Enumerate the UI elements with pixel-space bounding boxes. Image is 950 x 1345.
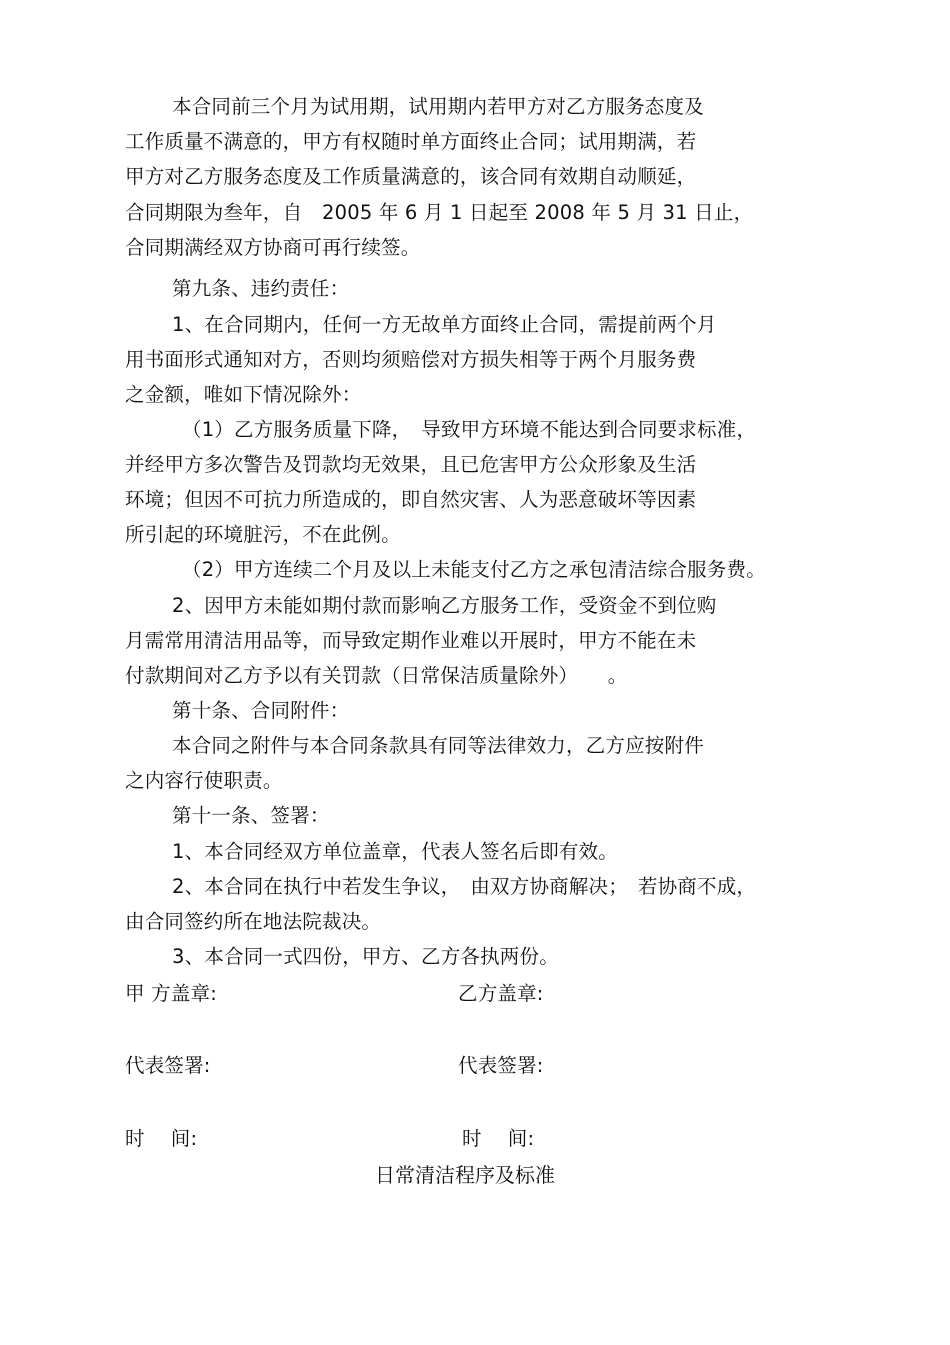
article-9-clause-1-line-1: 1、在合同期内，任何一方无故单方面终止合同，需提前两个月	[172, 313, 717, 336]
article-9-sub-1-line-2: 并经甲方多次警告及罚款均无效果，且已危害甲方公众形象及生活	[125, 453, 697, 476]
article-9-clause-1-line-3: 之金额，唯如下情况除外：	[125, 383, 362, 406]
party-a-seal-label: 甲 方盖章:	[125, 982, 217, 1005]
article-11-heading: 第十一条、签署：	[172, 804, 330, 827]
article-11-clause-2-line-2: 由合同签约所在地法院裁决。	[125, 910, 382, 933]
article-9-clause-1-line-2: 用书面形式通知对方，否则均须赔偿对方损失相等于两个月服务费	[125, 348, 697, 371]
trial-period-line-4: 合同期限为叁年，自 2005 年 6 月 1 日起至 2008 年 5 月 31 日止，	[125, 201, 754, 224]
trial-period-line-5: 合同期满经双方协商可再行续签。	[125, 236, 421, 259]
article-10-line-2: 之内容行使职责。	[125, 769, 283, 792]
article-11-clause-1: 1、本合同经双方单位盖章，代表人签名后即有效。	[172, 840, 619, 863]
article-9-clause-2-line-2: 月需常用清洁用品等，而导致定期作业难以开展时，甲方不能在未	[125, 629, 697, 652]
article-11-clause-3: 3、本合同一式四份，甲方、乙方各执两份。	[172, 945, 559, 968]
party-b-time-label: 时 间:	[462, 1127, 535, 1150]
next-section-title: 日常清洁程序及标准	[375, 1163, 555, 1187]
party-b-seal-label: 乙方盖章:	[458, 982, 544, 1005]
trial-period-line-3: 甲方对乙方服务态度及工作质量满意的，该合同有效期自动顺延，	[125, 165, 697, 188]
trial-period-line-2: 工作质量不满意的，甲方有权随时单方面终止合同；试用期满，若	[125, 130, 697, 153]
article-9-sub-1-line-3: 环境；但因不可抗力所造成的，即自然灾害、人为恶意破坏等因素	[125, 488, 697, 511]
party-a-rep-label: 代表签署:	[125, 1054, 211, 1077]
article-9-heading: 第九条、违约责任：	[172, 277, 350, 300]
article-9-sub-1-line-1: （1）乙方服务质量下降， 导致甲方环境不能达到合同要求标准，	[182, 418, 757, 441]
article-10-line-1: 本合同之附件与本合同条款具有同等法律效力，乙方应按附件	[172, 734, 704, 757]
article-9-sub-2: （2）甲方连续二个月及以上未能支付乙方之承包清洁综合服务费。	[182, 558, 766, 581]
article-9-clause-2-line-1: 2、因甲方未能如期付款而影响乙方服务工作，受资金不到位购	[172, 594, 717, 617]
article-11-clause-2-line-1: 2、本合同在执行中若发生争议， 由双方协商解决； 若协商不成，	[172, 875, 757, 898]
party-a-time-label: 时 间:	[125, 1127, 198, 1150]
article-9-clause-2-line-3: 付款期间对乙方予以有关罚款（日常保洁质量除外） 。	[125, 664, 628, 687]
party-b-rep-label: 代表签署:	[458, 1054, 544, 1077]
article-9-sub-1-line-4: 所引起的环境脏污，不在此例。	[125, 523, 401, 546]
trial-period-line-1: 本合同前三个月为试用期，试用期内若甲方对乙方服务态度及	[172, 95, 704, 118]
article-10-heading: 第十条、合同附件：	[172, 699, 350, 722]
